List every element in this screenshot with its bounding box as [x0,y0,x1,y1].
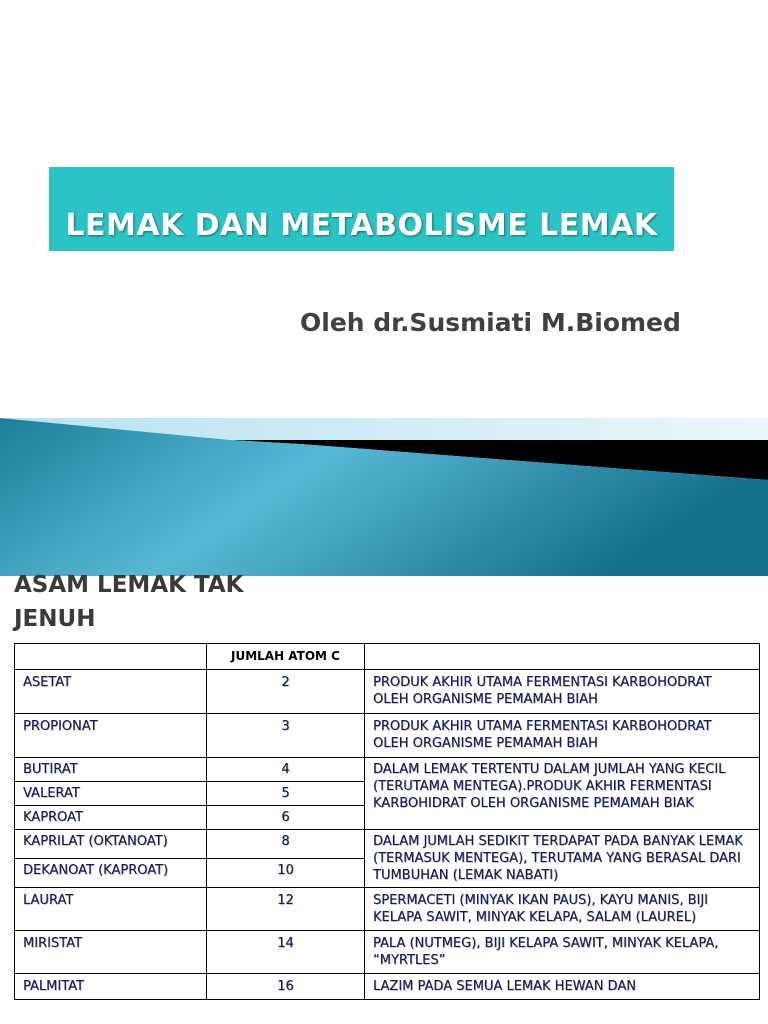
fatty-acid-name: MIRISTAT [15,931,207,974]
fatty-acid-description: PALA (NUTMEG), BIJI KELAPA SAWIT, MINYAK KELAPA, “MYRTLES” [365,931,760,974]
table-row [15,888,760,931]
section-heading [14,568,243,636]
fatty-acid-description: PRODUK AKHIR UTAMA FERMENTASI KARBOHODRAT OLEH ORGANISME PEMAMAH BIAH [365,670,760,714]
carbon-atom-count: 5 [207,782,365,806]
table-row [15,758,760,782]
fatty-acid-name: VALERAT [15,782,207,806]
slide-title: LEMAK DAN METABOLISME LEMAK [65,208,658,243]
fatty-acid-name: PROPIONAT [15,714,207,758]
fatty-acid-name: ASETAT [15,670,207,714]
table-row [15,974,760,1000]
decorative-swoosh [0,410,768,576]
carbon-atom-count: 10 [207,859,365,888]
header-description-cell [365,644,760,670]
header-atom-count-cell: JUMLAH ATOM C [207,644,365,670]
table-row [15,670,760,714]
header-name-cell [15,644,207,670]
carbon-atom-count: 12 [207,888,365,931]
fatty-acid-name: PALMITAT [15,974,207,1000]
fatty-acid-name: BUTIRAT [15,758,207,782]
table-row [15,931,760,974]
fatty-acid-name: KAPRILAT (OKTANOAT) [15,830,207,859]
fatty-acid-name: KAPROAT [15,806,207,830]
carbon-atom-count: 4 [207,758,365,782]
fatty-acid-table [14,643,760,1000]
fatty-acid-description: SPERMACETI (MINYAK IKAN PAUS), KAYU MANIS, BIJI KELAPA SAWIT, MINYAK KELAPA, SALAM (LAUREL) [365,888,760,931]
fatty-acid-name: LAURAT [15,888,207,931]
carbon-atom-count: 3 [207,714,365,758]
fatty-acid-description: LAZIM PADA SEMUA LEMAK HEWAN DAN [365,974,760,1000]
table-row [15,714,760,758]
carbon-atom-count: 8 [207,830,365,859]
fatty-acid-description: PRODUK AKHIR UTAMA FERMENTASI KARBOHODRAT OLEH ORGANISME PEMAMAH BIAH [365,714,760,758]
section-heading-line-2: JENUH [14,606,96,632]
fatty-acid-description: DALAM JUMLAH SEDIKIT TERDAPAT PADA BANYAK LEMAK (TERMASUK MENTEGA), TERUTAMA YANG BERASAL DARI TUMBUHAN (LEMAK NABATI) [365,830,760,888]
table-header-row [15,644,760,670]
slide-subtitle: Oleh dr.Susmiati M.Biomed [300,308,681,337]
carbon-atom-count: 16 [207,974,365,1000]
section-heading-line-1: ASAM LEMAK TAK [14,572,244,598]
fatty-acid-name: DEKANOAT (KAPROAT) [15,859,207,888]
carbon-atom-count: 6 [207,806,365,830]
title-banner [49,167,674,251]
table-row [15,830,760,859]
carbon-atom-count: 2 [207,670,365,714]
fatty-acid-description: DALAM LEMAK TERTENTU DALAM JUMLAH YANG KECIL (TERUTAMA MENTEGA).PRODUK AKHIR FERMENTASI KARBOHIDRAT OLEH ORGANISME PEMAMAH BIAK [365,758,760,830]
carbon-atom-count: 14 [207,931,365,974]
